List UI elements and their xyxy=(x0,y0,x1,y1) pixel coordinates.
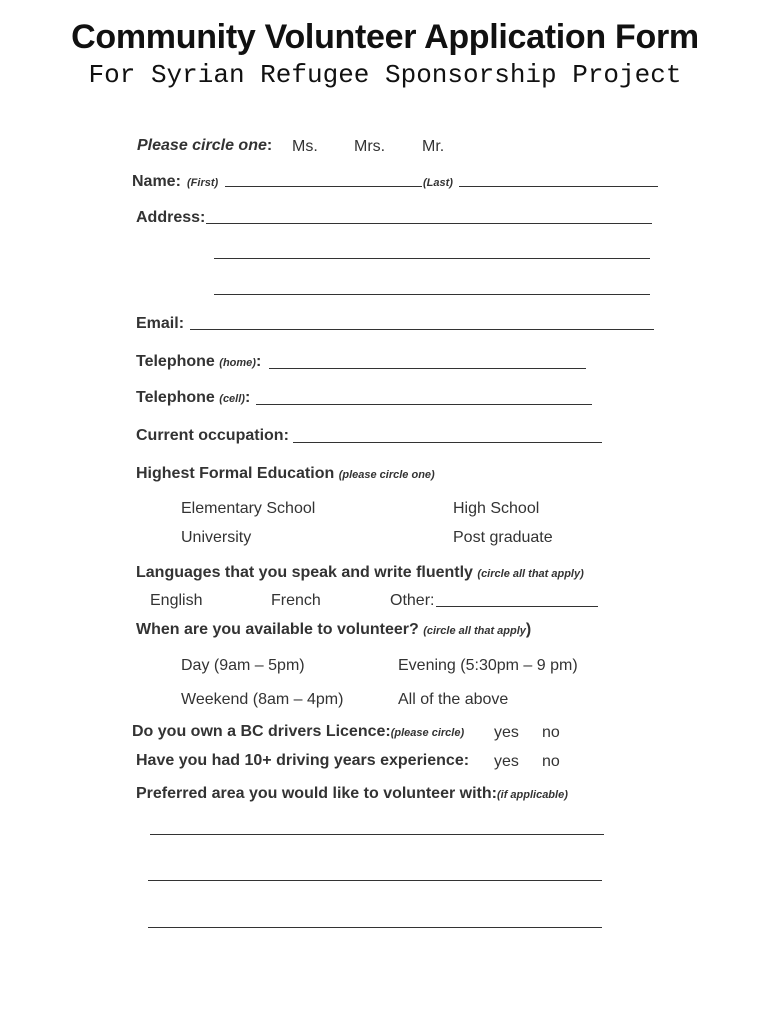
telephone-home-colon: : xyxy=(255,353,262,370)
preferred-area-hint: (if applicable) xyxy=(496,789,568,801)
education-heading xyxy=(136,465,435,483)
education-hint: (please circle one) xyxy=(338,469,435,481)
availability-option-day[interactable]: Day (9am – 5pm) xyxy=(181,657,305,674)
first-name-hint: (First) xyxy=(187,177,219,189)
education-option-elementary[interactable]: Elementary School xyxy=(181,500,316,517)
availability-heading xyxy=(136,621,531,639)
education-label: Highest Formal Education xyxy=(136,465,335,482)
name-label: Name: xyxy=(132,173,181,190)
occupation-field[interactable] xyxy=(293,442,602,443)
driving-no-option[interactable]: no xyxy=(542,753,560,770)
occupation-label: Current occupation: xyxy=(136,427,289,444)
languages-label: Languages that you speak and write fluently xyxy=(136,564,473,581)
availability-option-all[interactable]: All of the above xyxy=(398,691,509,708)
language-option-english[interactable]: English xyxy=(150,592,203,609)
language-other-field[interactable] xyxy=(436,606,598,607)
telephone-cell-label: Telephone xyxy=(136,389,215,406)
availability-label: When are you available to volunteer? xyxy=(136,621,419,638)
salutation-option-mrs[interactable]: Mrs. xyxy=(354,138,386,155)
address-field-3[interactable] xyxy=(214,294,650,295)
licence-no-option[interactable]: no xyxy=(542,724,560,741)
availability-option-evening[interactable]: Evening (5:30pm – 9 pm) xyxy=(398,657,578,674)
licence-label: Do you own a BC drivers Licence: xyxy=(132,723,391,740)
telephone-cell-hint: (cell) xyxy=(219,393,245,405)
licence-question xyxy=(132,723,464,741)
education-option-high-school[interactable]: High School xyxy=(453,500,540,517)
email-label: Email: xyxy=(136,315,185,332)
languages-hint: (circle all that apply) xyxy=(477,568,584,580)
form-title: Community Volunteer Application Form xyxy=(71,18,699,56)
salutation-label: Please circle one xyxy=(137,137,267,154)
preferred-area-field-1[interactable] xyxy=(150,834,604,835)
languages-heading xyxy=(136,564,584,582)
salutation-option-ms[interactable]: Ms. xyxy=(292,138,318,155)
address-field-2[interactable] xyxy=(214,258,650,259)
telephone-cell-row xyxy=(136,389,250,407)
preferred-area-field-2[interactable] xyxy=(148,880,602,881)
address-label: Address: xyxy=(136,209,206,226)
last-name-hint: (Last) xyxy=(423,177,453,189)
education-option-post-graduate[interactable]: Post graduate xyxy=(453,529,553,546)
availability-option-weekend[interactable]: Weekend (8am – 4pm) xyxy=(181,691,344,708)
preferred-area-heading xyxy=(136,785,568,803)
email-field[interactable] xyxy=(190,329,654,330)
education-option-university[interactable]: University xyxy=(181,529,252,546)
telephone-home-row xyxy=(136,353,261,371)
telephone-cell-colon: : xyxy=(244,389,251,406)
last-name-field[interactable] xyxy=(459,186,658,187)
salutation-row xyxy=(137,137,272,155)
telephone-cell-field[interactable] xyxy=(256,404,592,405)
salutation-option-mr[interactable]: Mr. xyxy=(422,138,445,155)
language-option-french[interactable]: French xyxy=(271,592,321,609)
driving-yes-option[interactable]: yes xyxy=(494,753,519,770)
preferred-area-field-3[interactable] xyxy=(148,927,602,928)
telephone-home-field[interactable] xyxy=(269,368,586,369)
telephone-home-label: Telephone xyxy=(136,353,215,370)
language-option-other[interactable]: Other: xyxy=(390,592,435,609)
address-field-1[interactable] xyxy=(206,223,652,224)
driving-experience-label: Have you had 10+ driving years experience: xyxy=(136,752,470,769)
licence-yes-option[interactable]: yes xyxy=(494,724,519,741)
first-name-field[interactable] xyxy=(225,186,422,187)
telephone-home-hint: (home) xyxy=(219,357,256,369)
availability-close-paren: ) xyxy=(525,621,532,638)
form-subtitle: For Syrian Refugee Sponsorship Project xyxy=(88,60,682,90)
licence-hint: (please circle) xyxy=(390,727,465,739)
preferred-area-label: Preferred area you would like to volunteer with: xyxy=(136,785,497,802)
availability-hint: (circle all that apply xyxy=(423,625,526,637)
salutation-colon: : xyxy=(266,137,273,154)
